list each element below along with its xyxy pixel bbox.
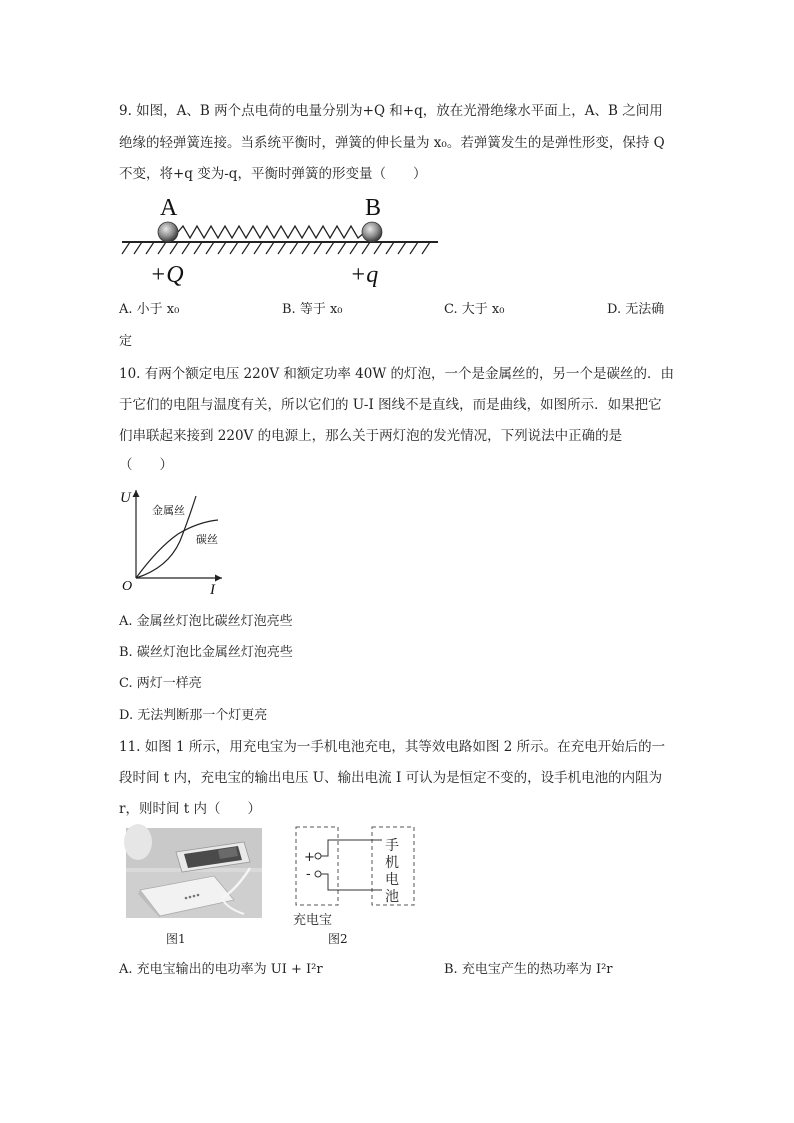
wire-top (321, 840, 382, 856)
battery-char-1: 手 (385, 838, 399, 854)
x-axis-label: I (210, 582, 215, 598)
ball-b (362, 222, 382, 242)
q9-option-d-continued: 定 (119, 334, 133, 349)
q9-option-d[interactable]: D. 无法确 (607, 302, 665, 317)
q11-figure-1-caption: 图1 (166, 932, 186, 946)
battery-char-4: 池 (385, 889, 399, 905)
origin-label: O (122, 579, 133, 594)
q11-figure-2-caption: 图2 (328, 932, 348, 946)
ground-hatching (122, 242, 430, 254)
q10-option-a[interactable]: A. 金属丝灯泡比碳丝灯泡亮些 (119, 614, 293, 629)
q11-option-b[interactable]: B. 充电宝产生的热功率为 I²r (444, 962, 613, 977)
y-axis-label: U (120, 490, 131, 506)
q11-figure-2-circuit (292, 826, 420, 932)
q9-option-b[interactable]: B. 等于 x₀ (282, 302, 343, 317)
battery-char-2: 机 (385, 855, 399, 871)
power-bank-label: 充电宝 (293, 913, 333, 928)
q10-text-line-1: 10. 有两个额定电压 220V 和额定功率 40W 的灯泡，一个是金属丝的，另一个是碳丝的．由 (119, 366, 674, 382)
ball-a (158, 222, 178, 242)
minus-sign: - (306, 867, 311, 882)
q9-option-c[interactable]: C. 大于 x₀ (444, 302, 505, 317)
q9-spring-figure (120, 192, 440, 292)
plus-sign: + (304, 850, 315, 865)
q11-text-line-2: 段时间 t 内，充电宝的输出电压 U、输出电流 I 可认为是恒定不变的，设手机电池的内阻为 (119, 770, 663, 786)
metal-curve-label: 金属丝 (152, 504, 185, 517)
q11-option-a[interactable]: A. 充电宝输出的电功率为 UI + I²r (119, 962, 323, 977)
q10-text-line-2: 于它们的电阻与温度有关，所以它们的 U-I 图线不是直线，而是曲线，如图所示．如果把它 (119, 397, 662, 413)
q9-option-a[interactable]: A. 小于 x₀ (119, 302, 180, 317)
q10-text-line-3: 们串联起来接到 220V 的电源上，那么关于两灯泡的发光情况，下列说法中正确的是 (119, 428, 623, 444)
minus-terminal (315, 871, 321, 877)
q10-option-b[interactable]: B. 碳丝灯泡比金属丝灯泡亮些 (119, 645, 293, 660)
charge-b-label: +q (350, 262, 379, 288)
curve-carbon (136, 520, 218, 578)
label-a: A (160, 195, 178, 221)
battery-char-3: 电 (385, 872, 399, 888)
q9-text-line-3: 不变，将+q 变为-q，平衡时弹簧的形变量（ ） (119, 166, 427, 182)
q10-option-d[interactable]: D. 无法判断那一个灯更亮 (119, 708, 268, 723)
label-b: B (365, 195, 382, 221)
q10-ui-graph (118, 486, 228, 598)
q9-text-line-1: 9. 如图，A、B 两个点电荷的电量分别为+Q 和+q，放在光滑绝缘水平面上，A、B 之间用 (119, 103, 663, 119)
wire-bottom (321, 874, 382, 890)
q11-text-line-1: 11. 如图 1 所示，用充电宝为一手机电池充电，其等效电路如图 2 所示。在充电开始后的一 (119, 739, 666, 755)
q10-text-line-4: （ ） (119, 457, 173, 473)
carbon-curve-label: 碳丝 (196, 533, 218, 546)
q9-text-line-2: 绝缘的轻弹簧连接。当系统平衡时，弹簧的伸长量为 x₀。若弹簧发生的是弹性形变，保持 Q (119, 135, 665, 151)
q11-text-line-3: r，则时间 t 内（ ） (119, 801, 261, 817)
charge-a-label: +Q (150, 262, 184, 288)
q11-figure-1-photo (126, 828, 262, 918)
power-bank-box (296, 827, 338, 905)
q10-option-c[interactable]: C. 两灯一样亮 (119, 676, 202, 691)
plus-terminal (315, 853, 321, 859)
spring (178, 226, 370, 238)
